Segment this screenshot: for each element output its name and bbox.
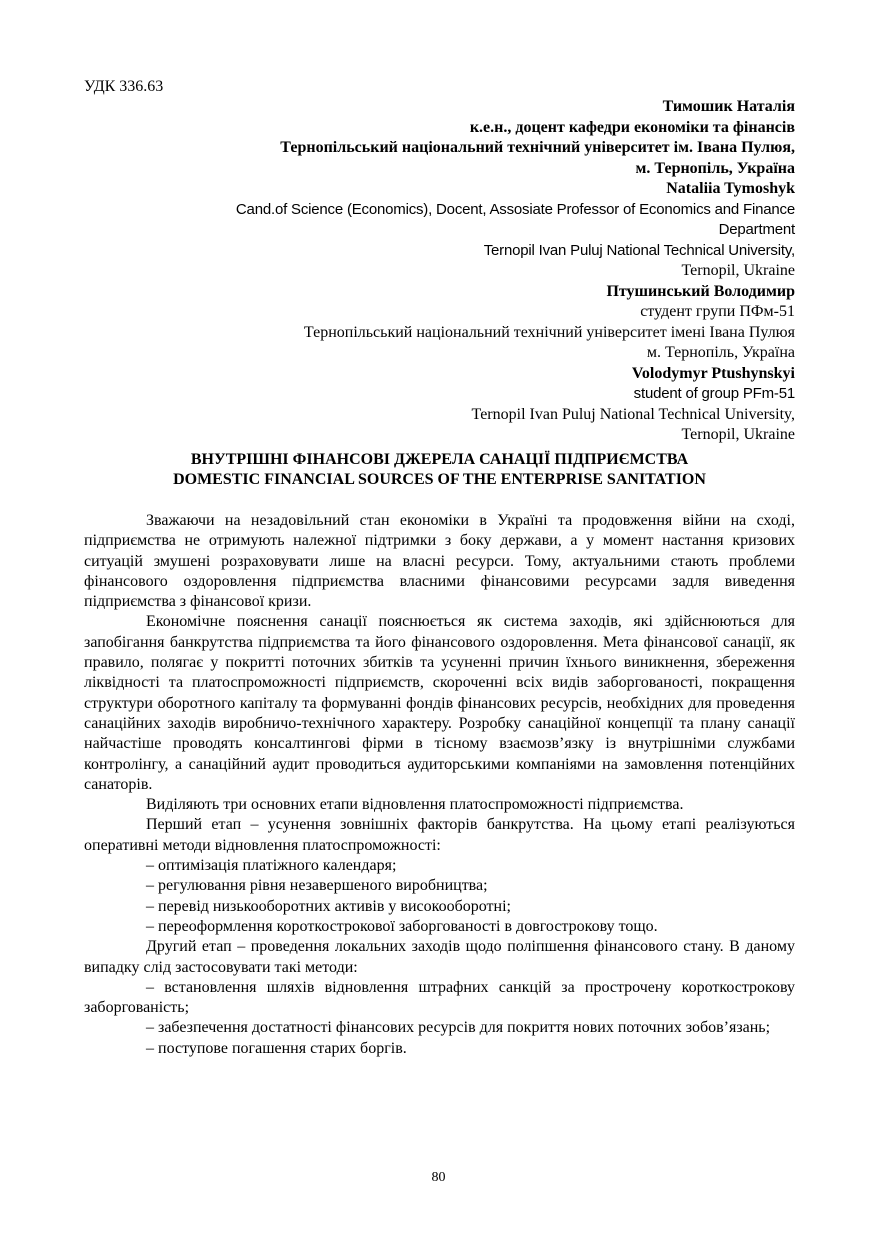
- list-item: – забезпечення достатності фінансових ресурсів для покриття нових поточних зобов’язань;: [146, 1019, 771, 1037]
- title-english: DOMESTIC FINANCIAL SOURCES OF THE ENTERPRISE SANITATION: [173, 471, 706, 488]
- udk-code: УДК 336.63: [84, 78, 164, 95]
- author-affiliations: [84, 97, 795, 446]
- author-line: м. Тернопіль, Україна: [635, 159, 795, 177]
- author-line: Птушинський Володимир: [606, 282, 795, 300]
- author-line: Volodymyr Ptushynskyi: [631, 364, 795, 382]
- list-item: – поступове погашення старих боргів.: [146, 1039, 407, 1057]
- title-ukrainian: ВНУТРІШНІ ФІНАНСОВІ ДЖЕРЕЛА САНАЦІЇ ПІДПРИЄМСТВА: [190, 451, 689, 468]
- paragraph: Економічне пояснення санації пояснюється як система заходів, які здійснюються для запобігання банкрутства підприємства та його фінансового оздоровлення. Мета фінансової санації, як правило, полягає у покритті поточних збитків та усуненні причин їхнього виникнення, збереження ліквідності та платоспроможності підприємств, скороченні всіх видів заборгованості, покращення структури оборотного капіталу та формуванні фондів фінансових ресурсів, необхідних для проведення санаційних заходів виробничо-технічного характеру. Розробку санаційної концепції та плану санації найчастіше проводять консалтингові фірми в тісному взаємозв’язку із внутрішніми службами контролінгу, а санаційний аудит проводиться аудиторськими компаніями на замовлення потенційних санаторів.: [84, 613, 795, 793]
- list-item: – встановлення шляхів відновлення штрафних санкцій за прострочену короткострокову заборгованість;: [84, 978, 795, 1017]
- body-text: [84, 511, 795, 1059]
- paragraph: Зважаючи на незадовільний стан економіки в Україні та продовження війни на сході, підприємства не отримують належної підтримки з боку держави, а у момент настання кризових ситуацій змушені розраховувати лише на власні ресурси. Тому, актуальними стають проблеми фінансового оздоровлення підприємства власними фінансовими ресурсами задля виведення підприємства з фінансової кризи.: [84, 512, 795, 611]
- author-line: Nataliia Tymoshyk: [666, 180, 795, 197]
- author-line: Тимошик Наталія: [662, 98, 795, 115]
- list-item: – оптимізація платіжного календаря;: [146, 857, 397, 875]
- list-item: – регулювання рівня незавершеного виробництва;: [146, 877, 488, 895]
- author-line: студент групи ПФм-51: [640, 303, 795, 320]
- paragraph: Другий етап – проведення локальних заходів щодо поліпшення фінансового стану. В даному випадку слід застосовувати такі методи:: [84, 938, 795, 976]
- author-line: Cand.of Science (Economics), Docent, Assosiate Professor of Economics and Finance: [235, 200, 795, 218]
- author-line: к.е.н., доцент кафедри економіки та фінансів: [469, 118, 795, 136]
- list-item: – переоформлення короткострокової заборгованості в довгострокову тощо.: [146, 917, 658, 935]
- paragraph: Перший етап – усунення зовнішніх факторів банкрутства. На цьому етапі реалізуються оперативні методи відновлення платоспроможності:: [84, 816, 795, 854]
- paper-title: [84, 450, 795, 490]
- page-number: 80: [431, 1170, 446, 1185]
- list-item: – перевід низькооборотних активів у високооборотні;: [146, 897, 511, 915]
- author-line: Ternopil Ivan Puluj National Technical University,: [471, 405, 795, 423]
- author-line: Ternopil, Ukraine: [681, 262, 795, 279]
- author-line: student of group PFm-51: [633, 385, 795, 402]
- paragraph: Виділяють три основних етапи відновлення платоспроможності підприємства.: [146, 796, 684, 814]
- author-line: Тернопільський національний технічний університет ім. Івана Пулюя,: [280, 139, 795, 156]
- author-line: Ternopil Ivan Puluj National Technical University,: [483, 241, 795, 259]
- author-line: м. Тернопіль, Україна: [646, 344, 795, 361]
- author-line: Тернопільський національний технічний університет імені Івана Пулюя: [303, 323, 795, 341]
- author-line: Department: [718, 221, 795, 238]
- author-line: Ternopil, Ukraine: [681, 426, 795, 443]
